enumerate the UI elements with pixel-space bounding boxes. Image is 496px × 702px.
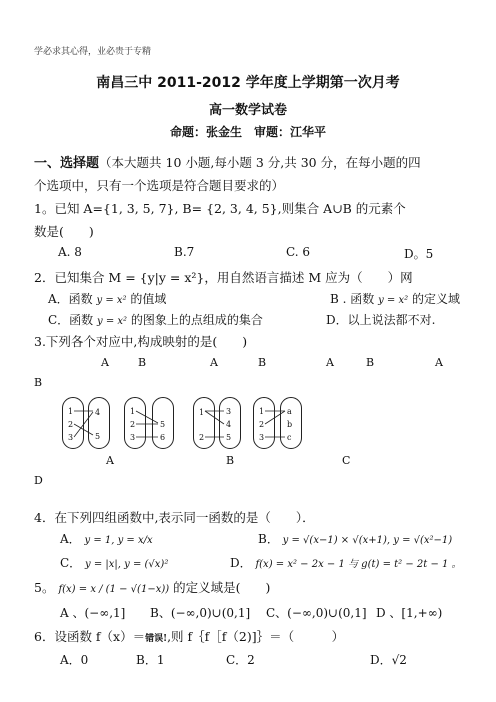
q6-option-a: A．0: [60, 653, 89, 667]
q5-option-d: D 、[1,+∞): [376, 606, 443, 620]
q6-option-b: B．1: [136, 653, 165, 667]
q5-option-b: B、(−∞,0)∪(0,1]: [150, 606, 251, 620]
q4-c-label: C．: [60, 556, 82, 570]
map-element: 2: [68, 420, 74, 429]
map-element: 5: [160, 420, 166, 429]
q4-option-c: [60, 554, 168, 571]
map-element: 1: [68, 407, 74, 416]
q4-d-math: f(x) = x² − 2x − 1 与 g(t) = t² − 2t − 1 。: [255, 559, 462, 570]
q3-set-label: A: [435, 356, 443, 369]
map-element: 3: [68, 433, 74, 442]
map-element: 5: [95, 432, 101, 441]
q1-option-a: A. 8: [58, 245, 82, 259]
q2-c-math: y = x²: [97, 316, 128, 327]
q2-a-post: 的值域: [130, 292, 167, 306]
q2-a-pre: A．函数: [48, 292, 93, 306]
mapping-arrows: [124, 397, 174, 449]
q5-option-a: A 、(−∞,1]: [60, 606, 126, 620]
q6-error-text: 错误!: [145, 634, 168, 644]
map-element: b: [287, 420, 293, 429]
q2-stem: 2．已知集合 M = {y|y = x²}，用自然语言描述 M 应为（ ）网: [34, 270, 413, 285]
map-element: 2: [259, 420, 265, 429]
q1-option-d: D。5: [404, 247, 434, 261]
watermark: 学必求其心得，业必贵于专精: [34, 47, 152, 57]
map-element: a: [287, 407, 292, 416]
q5-label: 5。: [34, 580, 55, 595]
q2-b-post: 的定义域: [411, 292, 460, 306]
map-element: 4: [95, 408, 101, 417]
map-element: 2: [199, 433, 205, 442]
q4-option-d: [230, 554, 462, 571]
q3-wrap-b: B: [34, 376, 43, 389]
mapping-arrows: [193, 397, 241, 449]
mapping-arrows: [62, 397, 110, 449]
q3-set-label: A: [210, 356, 218, 369]
q5-option-c: C、(−∞,0)∪(0,1]: [266, 606, 367, 620]
map-element: c: [287, 433, 292, 442]
q3-option-d: D: [34, 474, 43, 487]
map-element: 4: [226, 420, 232, 429]
q5-stem: [34, 578, 270, 596]
q4-b-math: y = √(x−1) × √(x+1), y = √(x²−1): [282, 535, 453, 546]
q6-stem-b: ,则 f｛f［f（2)]｝＝（ ）: [167, 629, 345, 644]
section1-intro-a: （本大题共 10 小题,每小题 3 分,共 30 分，在每小题的四: [99, 155, 421, 170]
map-element: 5: [226, 433, 232, 442]
q1-stem-b: 数是( ): [34, 224, 94, 239]
map-element: 1: [130, 407, 136, 416]
mapping-arrows: [253, 397, 303, 449]
q4-c-math: y = |x|, y = (√x)²: [85, 559, 169, 570]
q4-option-a: [60, 530, 153, 547]
q2-option-b: [330, 290, 460, 307]
q4-stem: 4．在下列四组函数中,表示同一函数的是（ ）．: [34, 510, 315, 525]
q4-d-label: D．: [230, 556, 252, 570]
section1-intro: [34, 152, 421, 171]
exam-title: 南昌三中 2011-2012 学年度上学期第一次月考: [96, 75, 400, 91]
q5-text: 的定义域是( ): [173, 580, 271, 595]
q3-option-a: A: [106, 454, 114, 467]
q3-set-label: B: [258, 356, 267, 369]
exam-subtitle: 高一数学试卷: [208, 103, 287, 118]
q3-stem: 3.下列各个对应中,构成映射的是( ): [34, 334, 248, 349]
q2-option-d: D．以上说法都不对.: [326, 313, 436, 327]
map-element: 1: [199, 408, 205, 417]
q2-option-a: [48, 290, 166, 307]
q1-stem-a: 1。已知 A={1, 3, 5, 7}, B= {2, 3, 4, 5},则集合 A∪B 的元素个: [34, 201, 406, 216]
q2-b-math: y = x²: [378, 295, 409, 306]
q6-option-d: D．√2: [370, 653, 407, 667]
q2-b-pre: B . 函数: [330, 292, 375, 306]
q2-option-c: [48, 311, 263, 328]
q5-math: f(x) = x / (1 − √(1−x)): [58, 584, 170, 595]
q3-option-b: B: [226, 454, 235, 467]
q1-option-b: B.7: [174, 245, 195, 259]
q6-stem-a: 6．设函数 f（x）＝: [34, 629, 146, 644]
q4-b-label: B．: [258, 532, 279, 546]
map-element: 2: [130, 420, 136, 429]
q4-a-label: A．: [60, 532, 81, 546]
q2-c-post: 的图象上的点组成的集合: [130, 313, 263, 327]
section1-intro-b: 个选项中，只有一个选项是符合题目要求的）: [34, 178, 285, 193]
q6-option-c: C．2: [226, 653, 255, 667]
q2-c-pre: C．函数: [48, 313, 94, 327]
map-element: 6: [160, 433, 166, 442]
q1-option-c: C. 6: [286, 245, 311, 259]
section1-label: 一、选择题: [34, 156, 100, 171]
q4-a-math: y = 1, y = x/x: [84, 535, 153, 546]
map-element: 3: [259, 433, 265, 442]
q4-option-b: [258, 530, 452, 547]
exam-authors: 命题：张金生 审题：江华平: [169, 125, 326, 139]
map-element: 3: [130, 433, 136, 442]
map-element: 3: [226, 407, 232, 416]
q3-set-label: B: [138, 356, 147, 369]
q3-set-label: A: [326, 356, 334, 369]
q3-option-c: C: [342, 454, 351, 467]
map-element: 1: [259, 407, 265, 416]
q2-a-math: y = x²: [96, 295, 127, 306]
q6-stem: [34, 627, 344, 645]
q3-set-label: B: [366, 356, 375, 369]
q3-set-label: A: [101, 356, 109, 369]
